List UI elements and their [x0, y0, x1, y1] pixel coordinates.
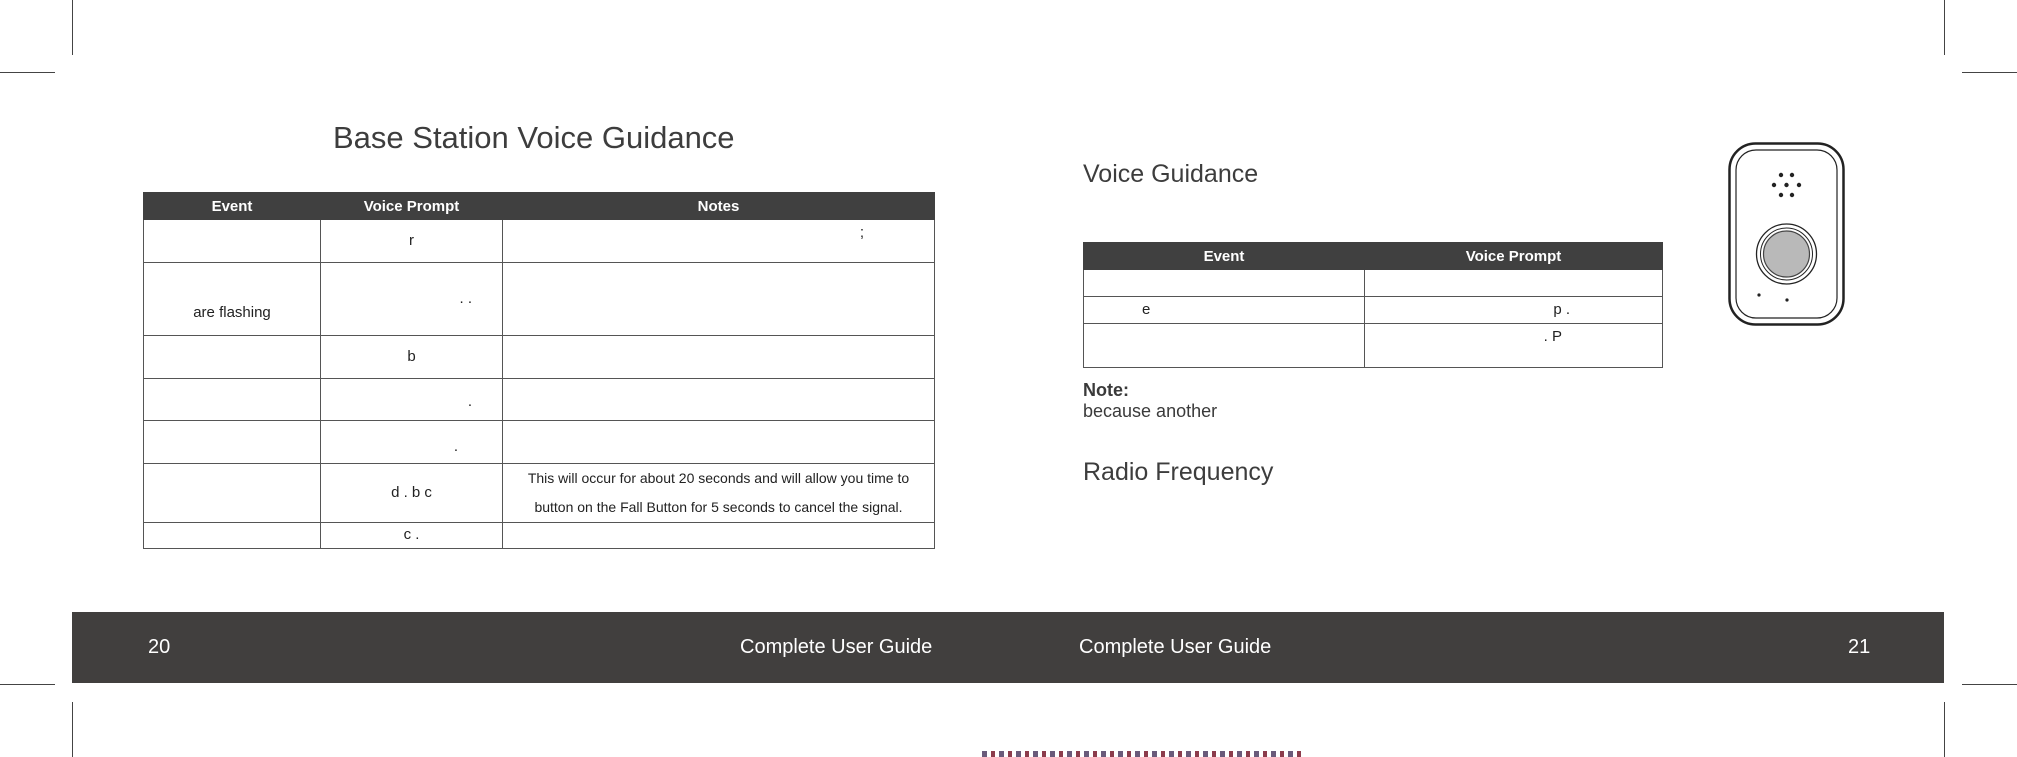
voice-prompt-cell: p . — [1365, 297, 1663, 324]
notes-cell — [503, 421, 935, 464]
voice-guidance-table — [1083, 242, 1663, 368]
table-row — [144, 336, 935, 379]
event-cell — [144, 421, 321, 464]
table-row — [1084, 270, 1663, 297]
table-row — [144, 464, 935, 523]
event-cell — [144, 220, 321, 263]
table-row — [144, 421, 935, 464]
voice-prompt-cell: b — [321, 336, 503, 379]
voice-prompt-cell: r — [321, 220, 503, 263]
page-number-right: 21 — [1848, 636, 1871, 658]
crop-mark — [1962, 684, 2017, 685]
notes-cell — [503, 379, 935, 421]
notes-cell — [503, 263, 935, 336]
column-header-voice-prompt: Voice Prompt — [1365, 243, 1663, 270]
footer-guide-label-left: Complete User Guide — [740, 636, 933, 658]
event-cell — [144, 464, 321, 523]
crop-mark — [72, 0, 73, 55]
footer-guide-label-right: Complete User Guide — [1079, 636, 1272, 658]
table-row — [144, 523, 935, 549]
event-cell — [144, 379, 321, 421]
crop-mark — [0, 72, 55, 73]
note-label: Note: — [1083, 380, 1129, 400]
event-cell: e — [1084, 297, 1365, 324]
table-header-row — [144, 193, 935, 220]
voice-prompt-cell: . — [321, 421, 503, 464]
notes-cell — [503, 523, 935, 549]
fall-button-icon — [1764, 231, 1810, 277]
event-cell — [1084, 324, 1365, 368]
note-text: because another — [1083, 401, 1218, 422]
column-header-voice-prompt: Voice Prompt — [321, 193, 503, 220]
table-row — [1084, 297, 1663, 324]
notes-cell: ; — [503, 220, 935, 263]
event-cell: are flashing — [144, 263, 321, 336]
notes-cell: This will occur for about 20 seconds and will allow you time to button on the Fall Button for 5 seconds to cancel the signal. — [503, 464, 935, 523]
section-title-voice-guidance: Voice Guidance — [1083, 160, 1259, 188]
voice-prompt-cell: . P — [1365, 324, 1663, 368]
page-title: Base Station Voice Guidance — [333, 120, 735, 155]
note-block — [1083, 380, 1217, 422]
column-header-event: Event — [144, 193, 321, 220]
table-row — [144, 379, 935, 421]
table-header-row — [1084, 243, 1663, 270]
column-header-event: Event — [1084, 243, 1365, 270]
voice-prompt-cell: c . — [321, 523, 503, 549]
fall-button-device-icon — [1728, 142, 1845, 326]
print-registration-strip — [982, 751, 1302, 757]
voice-prompt-cell: d . b c — [321, 464, 503, 523]
page-number-left: 20 — [148, 636, 171, 658]
crop-mark — [1944, 702, 1945, 757]
table-row — [1084, 324, 1663, 368]
base-station-voice-table — [143, 192, 935, 549]
event-cell — [144, 523, 321, 549]
crop-mark — [0, 684, 55, 685]
voice-prompt-cell: . — [321, 379, 503, 421]
crop-mark — [1944, 0, 1945, 55]
event-cell — [1084, 270, 1365, 297]
footer-bar — [72, 612, 1944, 683]
column-header-notes: Notes — [503, 193, 935, 220]
voice-prompt-cell — [1365, 270, 1663, 297]
voice-prompt-cell: . . — [321, 263, 503, 336]
event-cell — [144, 336, 321, 379]
crop-mark — [72, 702, 73, 757]
notes-cell — [503, 336, 935, 379]
section-title-radio-frequency: Radio Frequency — [1083, 458, 1274, 486]
table-row — [144, 220, 935, 263]
crop-mark — [1962, 72, 2017, 73]
table-row — [144, 263, 935, 336]
